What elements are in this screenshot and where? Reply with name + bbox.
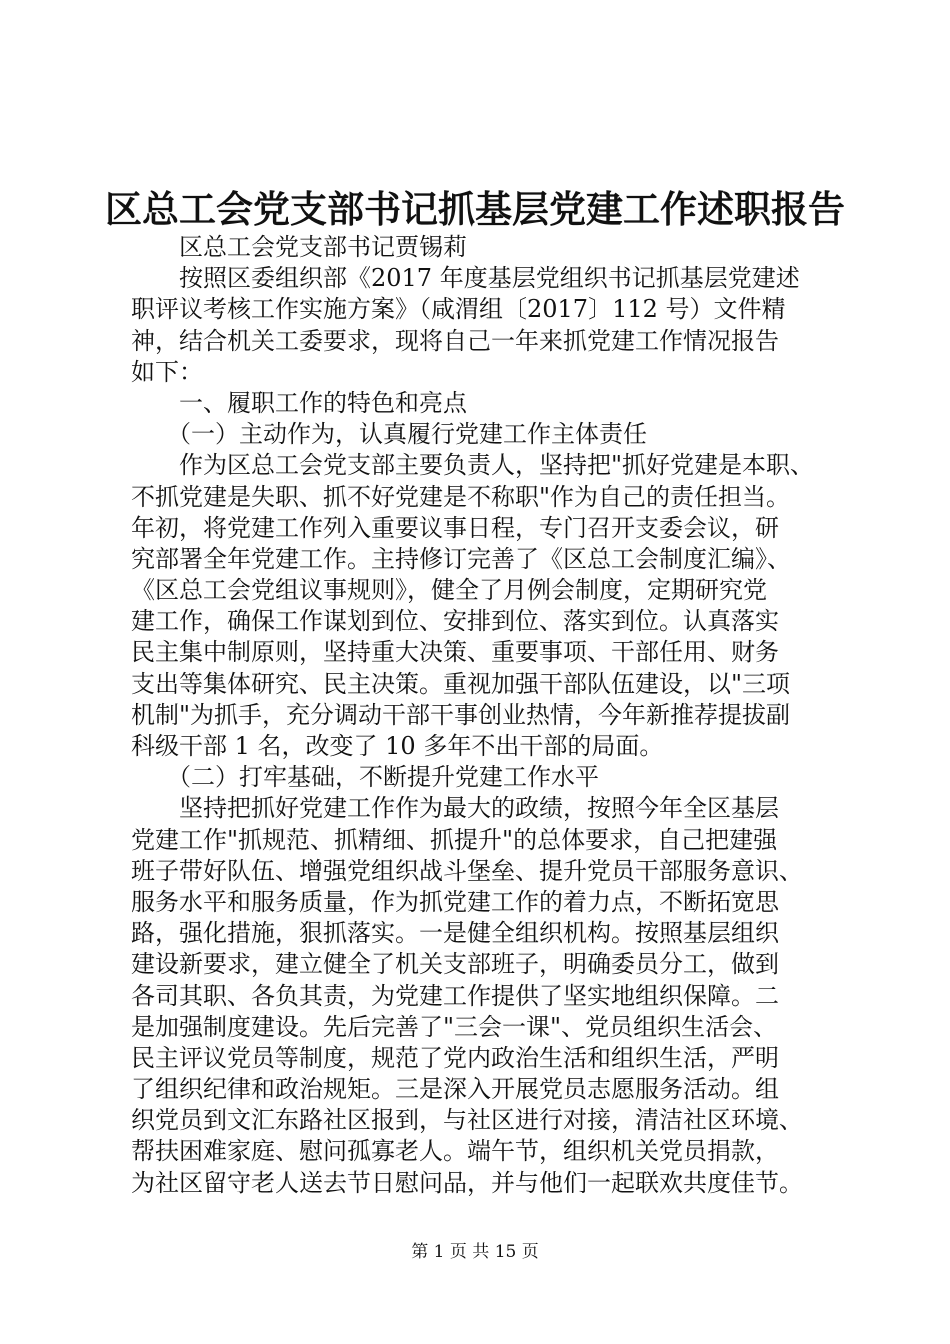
- document-body: [131, 232, 831, 1199]
- document-title: 区总工会党支部书记抓基层党建工作述职报告: [105, 188, 845, 231]
- text-line: 一、履职工作的特色和亮点: [179, 388, 467, 417]
- page-footer: 第 1 页 共 15 页: [411, 1242, 539, 1262]
- text-line: （二）打牢基础，不断提升党建工作水平: [167, 763, 599, 792]
- text-line: 作为区总工会党支部主要负责人，坚持把"抓好党建是本职、: [179, 451, 815, 480]
- text-line: 神，结合机关工委要求，现将自己一年来抓党建工作情况报告: [131, 326, 779, 355]
- text-line: 年初，将党建工作列入重要议事日程，专门召开支委会议，研: [131, 513, 779, 542]
- text-line: 织党员到文汇东路社区报到，与社区进行对接，清洁社区环境、: [131, 1106, 803, 1135]
- text-line: 班子带好队伍、增强党组织战斗堡垒、提升党员干部服务意识、: [131, 856, 803, 885]
- text-line: 《区总工会党组议事规则》，健全了月例会制度，定期研究党: [131, 576, 767, 605]
- text-line: 科级干部 1 名，改变了 10 多年不出干部的局面。: [131, 732, 664, 760]
- text-line: 是加强制度建设。先后完善了"三会一课"、党员组织生活会、: [131, 1012, 778, 1041]
- text-line: 按照区委组织部《2017 年度基层党组织书记抓基层党建述: [179, 264, 800, 293]
- text-line: 区总工会党支部书记贾锡莉: [179, 233, 467, 261]
- text-line: 民主评议党员等制度，规范了党内政治生活和组织生活，严明: [131, 1043, 779, 1072]
- text-line: 服务水平和服务质量，作为抓党建工作的着力点，不断拓宽思: [131, 887, 779, 916]
- text-line: 如下：: [131, 357, 203, 386]
- text-line: （一）主动作为，认真履行党建工作主体责任: [167, 420, 647, 449]
- text-line: 民主集中制原则，坚持重大决策、重要事项、干部任用、财务: [131, 638, 779, 667]
- text-line: 路，强化措施，狠抓落实。一是健全组织机构。按照基层组织: [131, 919, 779, 948]
- text-line: 为社区留守老人送去节日慰问品，并与他们一起联欢共度佳节。: [131, 1168, 803, 1197]
- text-line: 支出等集体研究、民主决策。重视加强干部队伍建设，以"三项: [131, 669, 791, 698]
- text-line: 党建工作"抓规范、抓精细、抓提升"的总体要求，自己把建强: [131, 825, 778, 854]
- text-line: 建设新要求，建立健全了机关支部班子，明确委员分工，做到: [131, 950, 779, 979]
- text-line: 不抓党建是失职、抓不好党建是不称职"作为自己的责任担当。: [131, 482, 791, 511]
- text-line: 建工作，确保工作谋划到位、安排到位、落实到位。认真落实: [131, 607, 779, 636]
- text-line: 机制"为抓手，充分调动干部干事创业热情，今年新推荐提拔副: [131, 700, 791, 729]
- text-line: 职评议考核工作实施方案》（咸渭组〔2017〕112 号）文件精: [131, 295, 786, 324]
- text-line: 坚持把抓好党建工作作为最大的政绩，按照今年全区基层: [179, 794, 779, 823]
- text-line: 究部署全年党建工作。主持修订完善了《区总工会制度汇编》、: [131, 544, 791, 573]
- text-line: 帮扶困难家庭、慰问孤寡老人。端午节，组织机关党员捐款，: [131, 1137, 779, 1166]
- text-line: 了组织纪律和政治规矩。三是深入开展党员志愿服务活动。组: [131, 1075, 779, 1104]
- text-line: 各司其职、各负其责，为党建工作提供了坚实地组织保障。二: [131, 981, 779, 1010]
